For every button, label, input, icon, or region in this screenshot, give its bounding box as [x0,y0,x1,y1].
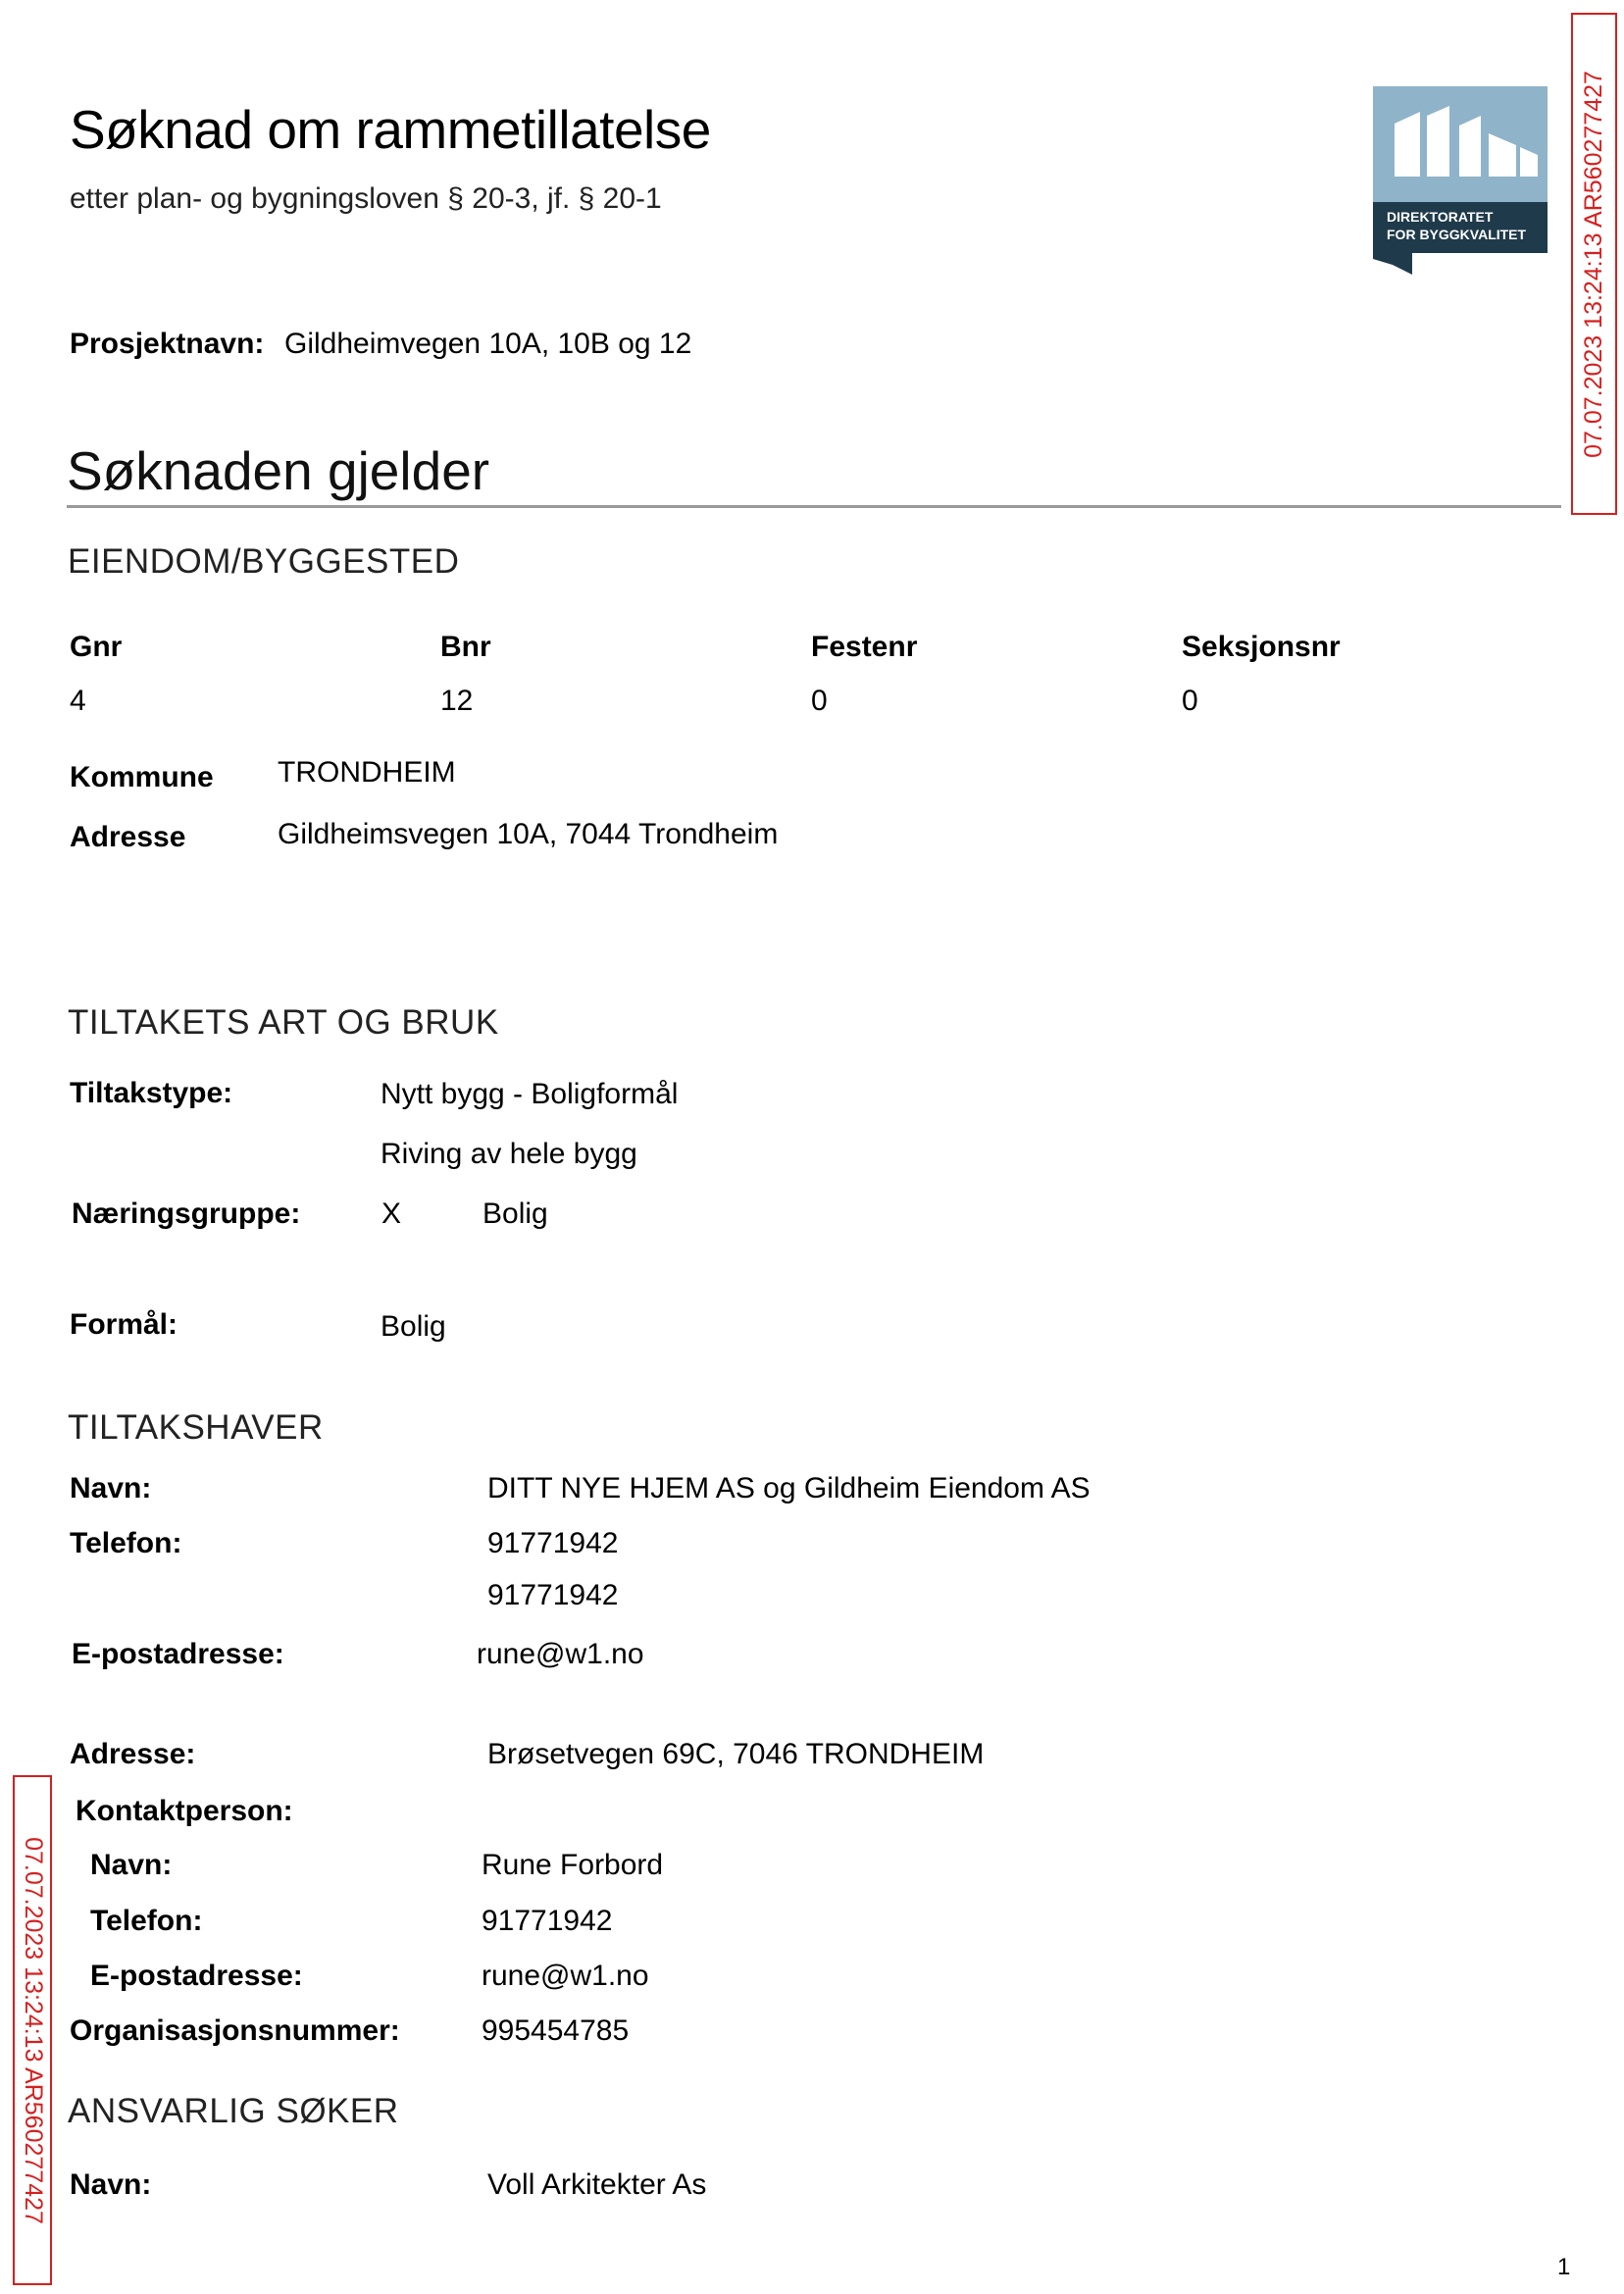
naeringsgruppe-value: Bolig [482,1198,548,1230]
tiltakshaver-telefon-value-1: 91771942 [487,1527,619,1559]
timestamp-stamp-top: 07.07.2023 13:24:13 AR560277427 [1571,13,1617,515]
ansvarlig-heading: ANSVARLIG SØKER [68,2092,399,2130]
logo-text-line1: DIREKTORATET [1387,209,1494,225]
seksjonsnr-label: Seksjonsnr [1182,631,1341,663]
kontakt-navn-label: Navn: [90,1849,173,1881]
eiendom-heading: EIENDOM/BYGGESTED [68,542,460,581]
naeringsgruppe-label: Næringsgruppe: [72,1198,301,1230]
seksjonsnr-value: 0 [1182,685,1198,717]
kontaktperson-label: Kontaktperson: [76,1795,293,1827]
kontakt-telefon-value: 91771942 [482,1905,613,1937]
logo-text-line2: FOR BYGGKVALITET [1387,227,1527,242]
bnr-value: 12 [440,685,474,717]
festenr-value: 0 [811,685,828,717]
kontakt-navn-value: Rune Forbord [482,1849,664,1881]
kontakt-epost-label: E-postadresse: [90,1960,303,1992]
tiltak-heading: TILTAKETS ART OG BRUK [68,1003,499,1042]
tiltakshaver-navn-value: DITT NYE HJEM AS og Gildheim Eiendom AS [487,1472,1091,1504]
document-title: Søknad om rammetillatelse [70,99,711,160]
tiltakshaver-heading: TILTAKSHAVER [68,1408,324,1447]
kontakt-epost-value: rune@w1.no [482,1960,649,1992]
kontakt-telefon-label: Telefon: [90,1905,203,1937]
gnr-value: 4 [70,685,86,717]
ansvarlig-navn-value: Voll Arkitekter As [487,2168,707,2201]
formal-label: Formål: [70,1308,178,1341]
bnr-label: Bnr [440,631,491,663]
adresse-label: Adresse [70,821,186,853]
tiltakshaver-epost-value: rune@w1.no [477,1638,644,1670]
project-value: Gildheimvegen 10A, 10B og 12 [284,328,692,360]
adresse-value: Gildheimsvegen 10A, 7044 Trondheim [278,818,779,850]
kommune-label: Kommune [70,761,214,793]
tiltakshaver-adresse-label: Adresse: [70,1738,196,1770]
naeringsgruppe-code: X [381,1198,402,1230]
orgnr-value: 995454785 [482,2014,630,2047]
tiltakshaver-telefon-value-2: 91771942 [487,1579,619,1611]
tiltakshaver-epost-label: E-postadresse: [72,1638,284,1670]
timestamp-stamp-bottom: 07.07.2023 13:24:13 AR560277427 [13,1775,52,2285]
formal-value: Bolig [381,1310,446,1343]
gnr-label: Gnr [70,631,123,663]
kommune-value: TRONDHEIM [278,756,456,789]
festenr-label: Festenr [811,631,918,663]
section-divider [67,505,1561,508]
tiltakshaver-navn-label: Navn: [70,1472,152,1504]
page-number: 1 [1557,2254,1571,2280]
tiltakshaver-adresse-value: Brøsetvegen 69C, 7046 TRONDHEIM [487,1738,985,1770]
section-heading: Søknaden gjelder [67,440,490,501]
orgnr-label: Organisasjonsnummer: [70,2014,400,2047]
tiltakshaver-telefon-label: Telefon: [70,1527,182,1559]
project-label: Prosjektnavn: [70,328,265,360]
ansvarlig-navn-label: Navn: [70,2168,152,2201]
tiltakstype-value-2: Riving av hele bygg [381,1138,637,1170]
tiltakstype-value-1: Nytt bygg - Boligformål [381,1078,679,1110]
document-subtitle: etter plan- og bygningsloven § 20-3, jf. § 20-1 [70,182,662,215]
tiltakstype-label: Tiltakstype: [70,1077,233,1109]
dibk-logo [1373,86,1549,275]
